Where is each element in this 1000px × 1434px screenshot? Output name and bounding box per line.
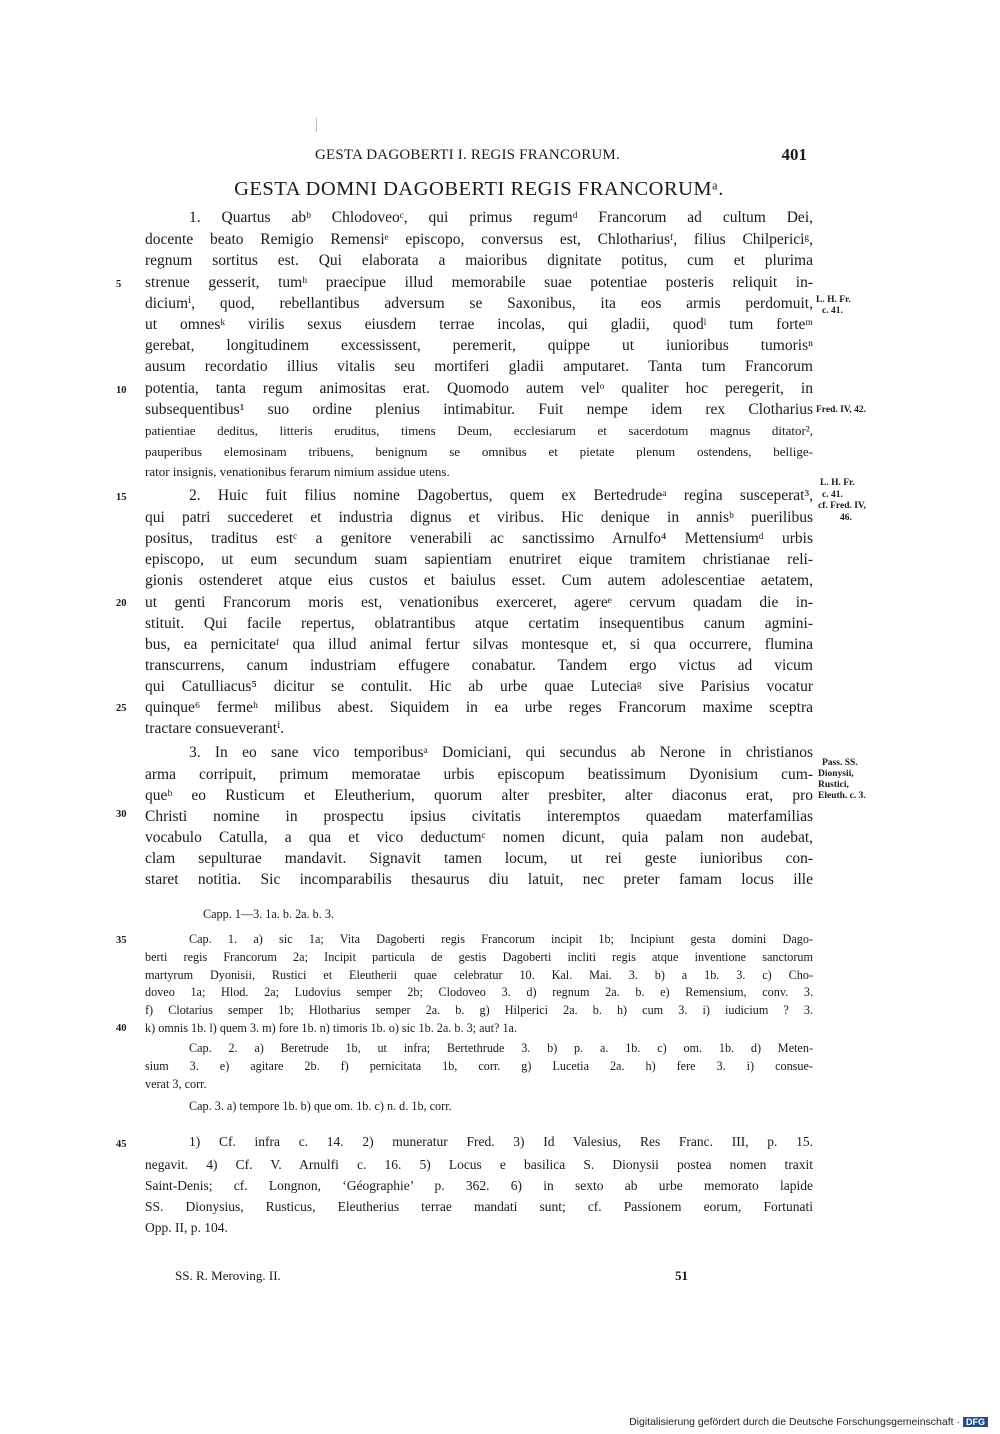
line-number: 5 — [116, 279, 122, 290]
page-number: 401 — [781, 145, 807, 164]
apparatus-line: Cap. 2. a) Beretrude 1b, ut infra; Bertethrude 3. b) p. a. 1b. c) om. 1b. d) Meten- — [189, 1041, 813, 1055]
apparatus-line: martyrum Dyonisii, Rustici et Eleutherii quae celebratur 10. Kal. Mai. 3. b) a 1b. 3. c) Cho- — [145, 968, 813, 982]
dfg-footer — [629, 1416, 988, 1428]
running-title: GESTA DAGOBERTI I. REGIS FRANCORUM. — [315, 147, 620, 163]
apparatus-line: verat 3, corr. — [145, 1077, 207, 1091]
dfg-separator: · — [953, 1416, 960, 1428]
body-line: pauperibus elemosinam tribuens, benignum se omnibus et pietate plenum ostendens, bellige- — [145, 444, 813, 459]
body-line: tractare consueverantⁱ. — [145, 720, 285, 737]
source-note-line: Opp. II, p. 104. — [145, 1220, 228, 1235]
line-number: 25 — [116, 703, 127, 714]
margin-note: cf. Fred. IV, — [818, 501, 866, 511]
body-line: queᵇ eo Rusticum et Eleutherium, quorum alter presbiter, alter diaconus erat, pro — [145, 787, 813, 804]
apparatus-line: k) omnis 1b. l) quem 3. m) fore 1b. n) timoris 1b. o) sic 1b. 2a. b. 3; aut? 1a. — [145, 1021, 517, 1035]
body-line: diciumⁱ, quod, rebellantibus adversum se Saxonibus, ita eos armis perdomuit, — [145, 295, 813, 312]
body-line: 2. Huic fuit filius nomine Dagobertus, quem ex Bertedrudeᵃ regina susceperat³, — [189, 487, 813, 504]
line-number: 40 — [116, 1023, 127, 1034]
line-number: 20 — [116, 598, 127, 609]
line-number: 15 — [116, 492, 127, 503]
dfg-logo: DFG — [963, 1417, 988, 1427]
source-note-line: SS. Dionysius, Rusticus, Eleutherius terrae mandati sunt; cf. Passionem eorum, Fortunati — [145, 1199, 813, 1214]
apparatus-line: Cap. 3. a) tempore 1b. b) que om. 1b. c) n. d. 1b, corr. — [189, 1099, 452, 1113]
margin-note: c. 41. — [822, 490, 843, 500]
signature-left: SS. R. Meroving. II. — [175, 1268, 281, 1283]
document-title: GESTA DOMNI DAGOBERTI REGIS FRANCORUMᵃ. — [234, 178, 724, 200]
apparatus-line: f) Clotarius semper 1b; Hlotharius semper 2a. b. g) Hilperici 2a. b. h) cum 3. i) iudicium ? 3. — [145, 1003, 813, 1017]
source-note-line: negavit. 4) Cf. V. Arnulfi c. 16. 5) Locus e basilica S. Dionysii postea nomen traxit — [145, 1157, 813, 1172]
margin-note: Dionysii, — [818, 769, 854, 779]
signature-right: 51 — [675, 1268, 688, 1283]
margin-note: Rustici, — [818, 780, 849, 790]
body-line: positus, traditus estᶜ a genitore venerabili ac sanctissimo Arnulfo⁴ Mettensiumᵈ urbis — [145, 530, 813, 547]
margin-note: Pass. SS. — [822, 758, 858, 768]
body-line: clam sepulturae mandavit. Signavit tamen locum, ut rei geste iunioribus con- — [145, 850, 813, 867]
body-line: 1. Quartus abᵇ Chlodoveoᶜ, qui primus regumᵈ Francorum ad cultum Dei, — [189, 209, 813, 226]
running-head — [145, 147, 813, 167]
apparatus-line: Capp. 1—3. 1a. b. 2a. b. 3. — [203, 907, 334, 921]
line-number: 45 — [116, 1139, 127, 1150]
body-line: rator insignis, venationibus ferarum nimium assidue utens. — [145, 464, 450, 479]
margin-note: Fred. IV, 42. — [816, 405, 867, 415]
line-number: 35 — [116, 935, 127, 946]
source-note-line: 1) Cf. infra c. 14. 2) muneratur Fred. 3) Id Valesius, Res Franc. III, p. 15. — [189, 1134, 813, 1149]
body-line: patientiae deditus, litteris eruditus, timens Deum, ecclesiarum et sacerdotum magnus ditator², — [145, 423, 813, 438]
body-line: vocabulo Catulla, a qua et vico deductumᶜ nomen dicunt, quia palam non audebat, — [145, 829, 813, 846]
source-note-line: Saint-Denis; cf. Longnon, ‘Géographie’ p. 362. 6) in sexto ab urbe memorato lapide — [145, 1178, 813, 1193]
body-line: ut omnesᵏ virilis sexus eiusdem terrae incolas, qui gladii, quodˡ tum forteᵐ — [145, 316, 813, 333]
body-line: bus, ea pernicitateᶠ qua illud animal fertur silvas montesque et, si qua occurrere, flumina — [145, 636, 813, 653]
body-line: arma corripuit, primum memoratae urbis episcopum beatissimum Dyonisium cum- — [145, 766, 813, 783]
body-line: docente beato Remigio Remensiᵉ episcopo, conversus est, Chlothariusᶠ, filius Chilpericiᵍ, — [145, 231, 813, 248]
body-line: qui Catulliacus⁵ dicitur se contulit. Hic ab urbe quae Luteciaᵍ sive Parisius vocatur — [145, 678, 813, 695]
body-line: strenue gesserit, tumʰ praecipue illud memorabile suae potentiae posteris reliquit in- — [145, 274, 813, 291]
body-line: episcopo, ut eum secundum suam sapientiam enutriret eique tramitem christianae reli- — [145, 551, 813, 568]
body-line: subsequentibus¹ suo ordine plenius intimabitur. Fuit nempe idem rex Clotharius — [145, 401, 813, 418]
body-line: gionis ostenderet atque eius custos et baiulus esset. Cum autem adolescentiae aetatem, — [145, 572, 813, 589]
signature-row — [175, 1268, 815, 1286]
body-line: regnum sortitus est. Qui elaborata a maioribus dignitate potitus, cum et plurima — [145, 252, 813, 269]
line-number: 10 — [116, 385, 127, 396]
apparatus-line: sium 3. e) agitare 2b. f) pernicitata 1b, corr. g) Lucetia 2a. h) fere 3. i) consue- — [145, 1059, 813, 1073]
body-line: ausum recordatio illius vitalis seu mortiferi gladii amputaret. Tanta tum Francorum — [145, 358, 813, 375]
margin-note: 46. — [840, 513, 852, 523]
line-number: 30 — [116, 809, 127, 820]
body-line: potentia, tanta regum animositas erat. Quomodo autem velᵒ qualiter hoc peregerit, in — [145, 380, 813, 397]
margin-note: L. H. Fr. — [820, 478, 855, 488]
body-line: qui patri succederet et industria dignus et viribus. Hic denique in annisᵇ puerilibus — [145, 509, 813, 526]
body-line: staret notitia. Sic incomparabilis thesaurus diu latuit, nec preter famam locus ille — [145, 871, 813, 888]
body-line: Christi nomine in prospectu ipsius civitatis interemptos quaedam materfamilias — [145, 808, 813, 825]
margin-note: c. 41. — [822, 306, 843, 316]
apparatus-line: berti regis Francorum 2a; Incipit particula de gestis Dagoberti incliti regis atque inventione sanctorum — [145, 950, 813, 964]
apparatus-line: Cap. 1. a) sic 1a; Vita Dagoberti regis Francorum incipit 1b; Incipiunt gesta domini Dago- — [189, 932, 813, 946]
body-line: ut genti Francorum moris est, venationibus exerceret, agereᵉ cervum quadam die in- — [145, 594, 813, 611]
body-line: stituit. Qui facile repertus, oblatrantibus atque certatim insequentibus canum agmini- — [145, 615, 813, 632]
body-line: quinque⁶ fermeʰ milibus abest. Siquidem in ea urbe reges Francorum maxime sceptra — [145, 699, 813, 716]
apparatus-line: doveo 1a; Hlod. 2a; Ludovius semper 2b; Clodoveo 3. d) regnum 2a. b. e) Remensium, conv. 3. — [145, 985, 813, 999]
body-line: 3. In eo sane vico temporibusᵃ Domiciani, qui secundus ab Nerone in christianos — [189, 744, 813, 761]
dfg-footer-text: Digitalisierung gefördert durch die Deutsche Forschungsgemeinschaft — [629, 1416, 954, 1428]
margin-note: Eleuth. c. 3. — [818, 791, 866, 801]
margin-note: L. H. Fr. — [816, 295, 851, 305]
body-line: transcurrens, canum industriam effugere conabatur. Tandem ergo victus ad vicum — [145, 657, 813, 674]
top-tick-mark — [316, 118, 317, 132]
body-line: gerebat, longitudinem excessissent, peremerit, quippe ut iunioribus tumorisⁿ — [145, 337, 813, 354]
